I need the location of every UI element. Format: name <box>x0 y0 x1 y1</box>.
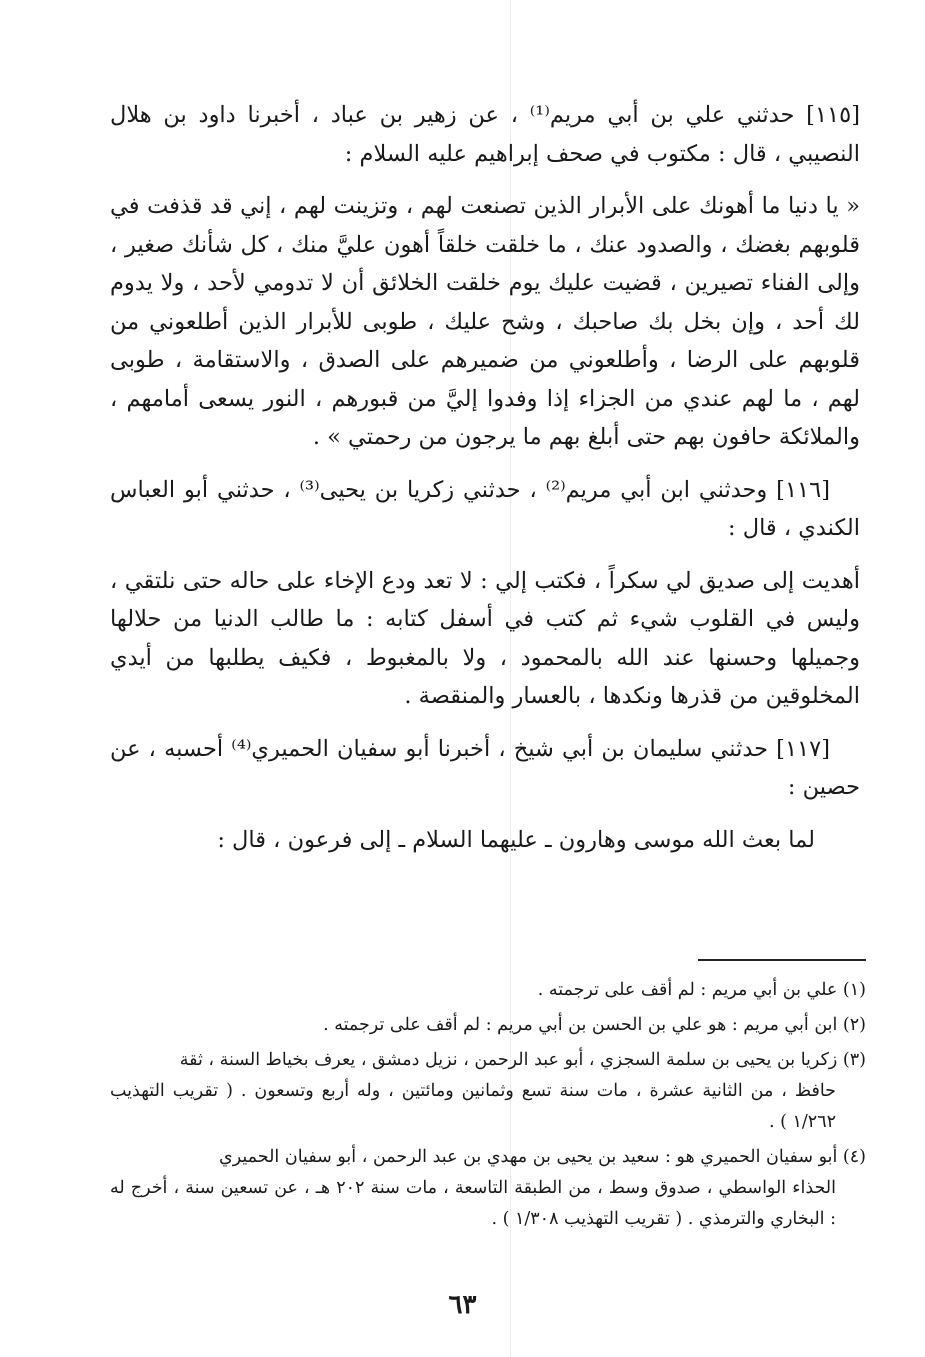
footnotes <box>110 975 866 1239</box>
main-text <box>110 96 860 859</box>
footnote-1: (١) علي بن أبي مريم : لم أقف على ترجمته . <box>537 980 866 1000</box>
footnote-3 <box>110 1045 866 1138</box>
paragraph-117-heading: [١١٧] حدثني سليمان بن أبي شيخ ، أخبرنا أبو سفيان الحميري⁽⁴⁾ أحسبه ، عن حصين : <box>110 735 860 800</box>
footnote-2: (٢) ابن أبي مريم : هو علي بن الحسن بن أبي مريم : لم أقف على ترجمته . <box>323 1015 866 1035</box>
paragraph-117-body: لما بعث الله موسى وهارون ـ عليهما السلام ـ إلى فرعون ، قال : <box>217 826 815 853</box>
footnote-4 <box>110 1142 866 1235</box>
footnote-4-first-line: (٤) أبو سفيان الحميري هو : سعيد بن يحيى بن مهدي بن عبد الرحمن ، أبو سفيان الحميري <box>219 1147 866 1167</box>
paragraph-116-heading: [١١٦] وحدثني ابن أبي مريم⁽²⁾ ، حدثني زكريا بن يحيى⁽³⁾ ، حدثني أبو العباس الكندي ، قال : <box>110 476 860 541</box>
footnote-3-first-line: (٣) زكريا بن يحيى بن سلمة السجزي ، أبو عبد الرحمن ، نزيل دمشق ، يعرف بخياط السنة ، ثقة <box>179 1050 866 1070</box>
paragraph-115-heading: [١١٥] حدثني علي بن أبي مريم⁽¹⁾ ، عن زهير بن عباد ، أخبرنا داود بن هلال النصيبي ، قال : مكتوب في صحف إبراهيم عليه السلام : <box>110 102 860 167</box>
footnote-3-continuation: حافظ ، من الثانية عشرة ، مات سنة تسع وثمانين ومائتين ، وله أربع وتسعون . ( تقريب التهذيب ١/٢٦٢ ) . <box>110 1081 836 1132</box>
page-number: ٦٣ <box>448 1290 477 1320</box>
footnote-4-continuation: الحذاء الواسطي ، صدوق وسط ، من الطبقة التاسعة ، مات سنة ٢٠٢ هـ ، عن تسعين سنة ، أخرج له : البخاري والترمذي . ( تقريب التهذيب ١/٣٠٨ ) . <box>110 1178 837 1229</box>
footnote-separator <box>698 959 866 961</box>
paragraph-115-quote: « يا دنيا ما أهونك على الأبرار الذين تصنعت لهم ، وتزينت لهم ، إني قد قذفت في قلوبهم بغضك ، والصدود عنك ، ما خلقت خلقاً أهون عليَّ منك ، كل شأنك صغير ، وإلى الفناء تصيرين ، قضيت عليك يوم خلقت الخلائق أن لا تدومي لأحد ، ولا يدوم لك أحد ، وإن بخل بك صاحبك ، وشح عليك ، طوبى للأبرار الذين أطلعوني من قلوبهم على الرضا ، وأطلعوني من ضميرهم على الصدق ، والاستقامة ، طوبى لهم ، ما لهم عندي من الجزاء إذا وفدوا إليَّ من قبورهم ، النور يسعى أمامهم ، والملائكة حافون بهم حتى أبلغ بهم ما يرجون من رحمتي » . <box>110 193 860 450</box>
paragraph-116-body: أهديت إلى صديق لي سكراً ، فكتب إلي : لا تعد ودع الإخاء على حاله حتى نلتقي ، وليس في القلوب شيء ثم كتب في أسفل كتابه : ما طالب الدنيا من حلالها وجميلها وحسنها عند الله بالمحمود ، ولا بالمغبوط ، فكيف يطلبها من أيدي المخلوقين من قذرها ونكدها ، بالعسار والمنقصة . <box>110 567 860 709</box>
